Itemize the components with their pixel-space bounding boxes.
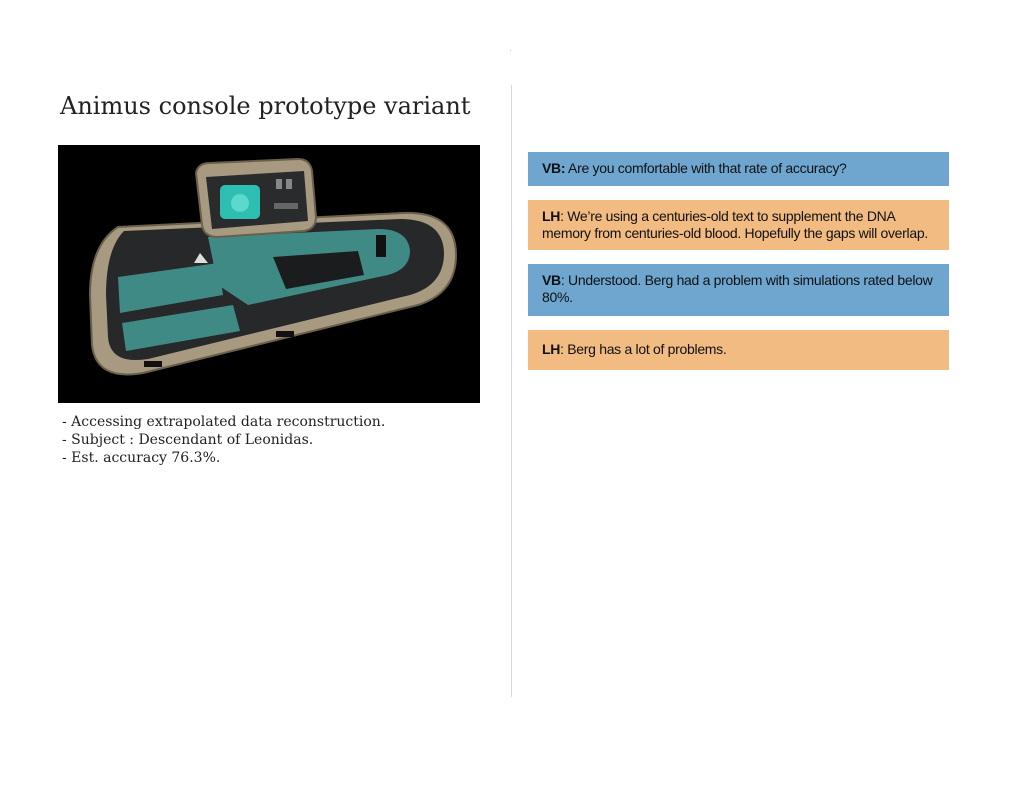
speaker-separator: : <box>560 208 564 224</box>
dialogue-panel <box>528 152 949 370</box>
dialogue-text: Berg has a lot of problems. <box>563 341 727 357</box>
speaker-tag: VB <box>542 272 561 288</box>
dialogue-text: Understood. Berg had a problem with simulations rated below 80%. <box>542 272 933 305</box>
status-note: - Est. accuracy 76.3%. <box>62 450 221 466</box>
page-marker-dot <box>510 50 511 51</box>
console-screen-glyph <box>231 194 249 212</box>
speaker-tag: LH <box>542 208 561 224</box>
console-lid-button-2 <box>286 179 292 189</box>
animus-console-illustration <box>58 145 480 403</box>
speaker-tag: LH <box>542 341 561 357</box>
console-foot-2 <box>276 331 294 337</box>
dialogue-text: We’re using a centuries-old text to supplement the DNA memory from centuries-old blood. Hopefully the gaps will overlap. <box>542 208 928 241</box>
console-lid-pins <box>274 203 298 209</box>
console-lid-button-1 <box>276 179 282 189</box>
speaker-separator: : <box>560 272 565 288</box>
dialogue-bubble-vb <box>528 152 949 186</box>
dialogue-bubble-lh <box>528 330 949 370</box>
dialogue-bubble-vb <box>528 264 949 316</box>
speaker-separator: : <box>560 160 566 176</box>
page-title: Animus console prototype variant <box>60 92 471 120</box>
dialogue-bubble-lh <box>528 200 949 250</box>
status-note: - Subject : Descendant of Leonidas. <box>62 432 314 448</box>
animus-console-image <box>58 145 480 403</box>
speaker-separator: : <box>560 341 564 357</box>
status-notes <box>62 413 385 467</box>
speaker-tag: VB <box>542 160 561 176</box>
column-divider <box>511 85 512 697</box>
status-note: - Accessing extrapolated data reconstruction. <box>62 414 386 430</box>
dialogue-text: Are you comfortable with that rate of accuracy? <box>565 160 847 176</box>
console-foot-1 <box>144 361 162 367</box>
console-joystick <box>376 235 386 257</box>
